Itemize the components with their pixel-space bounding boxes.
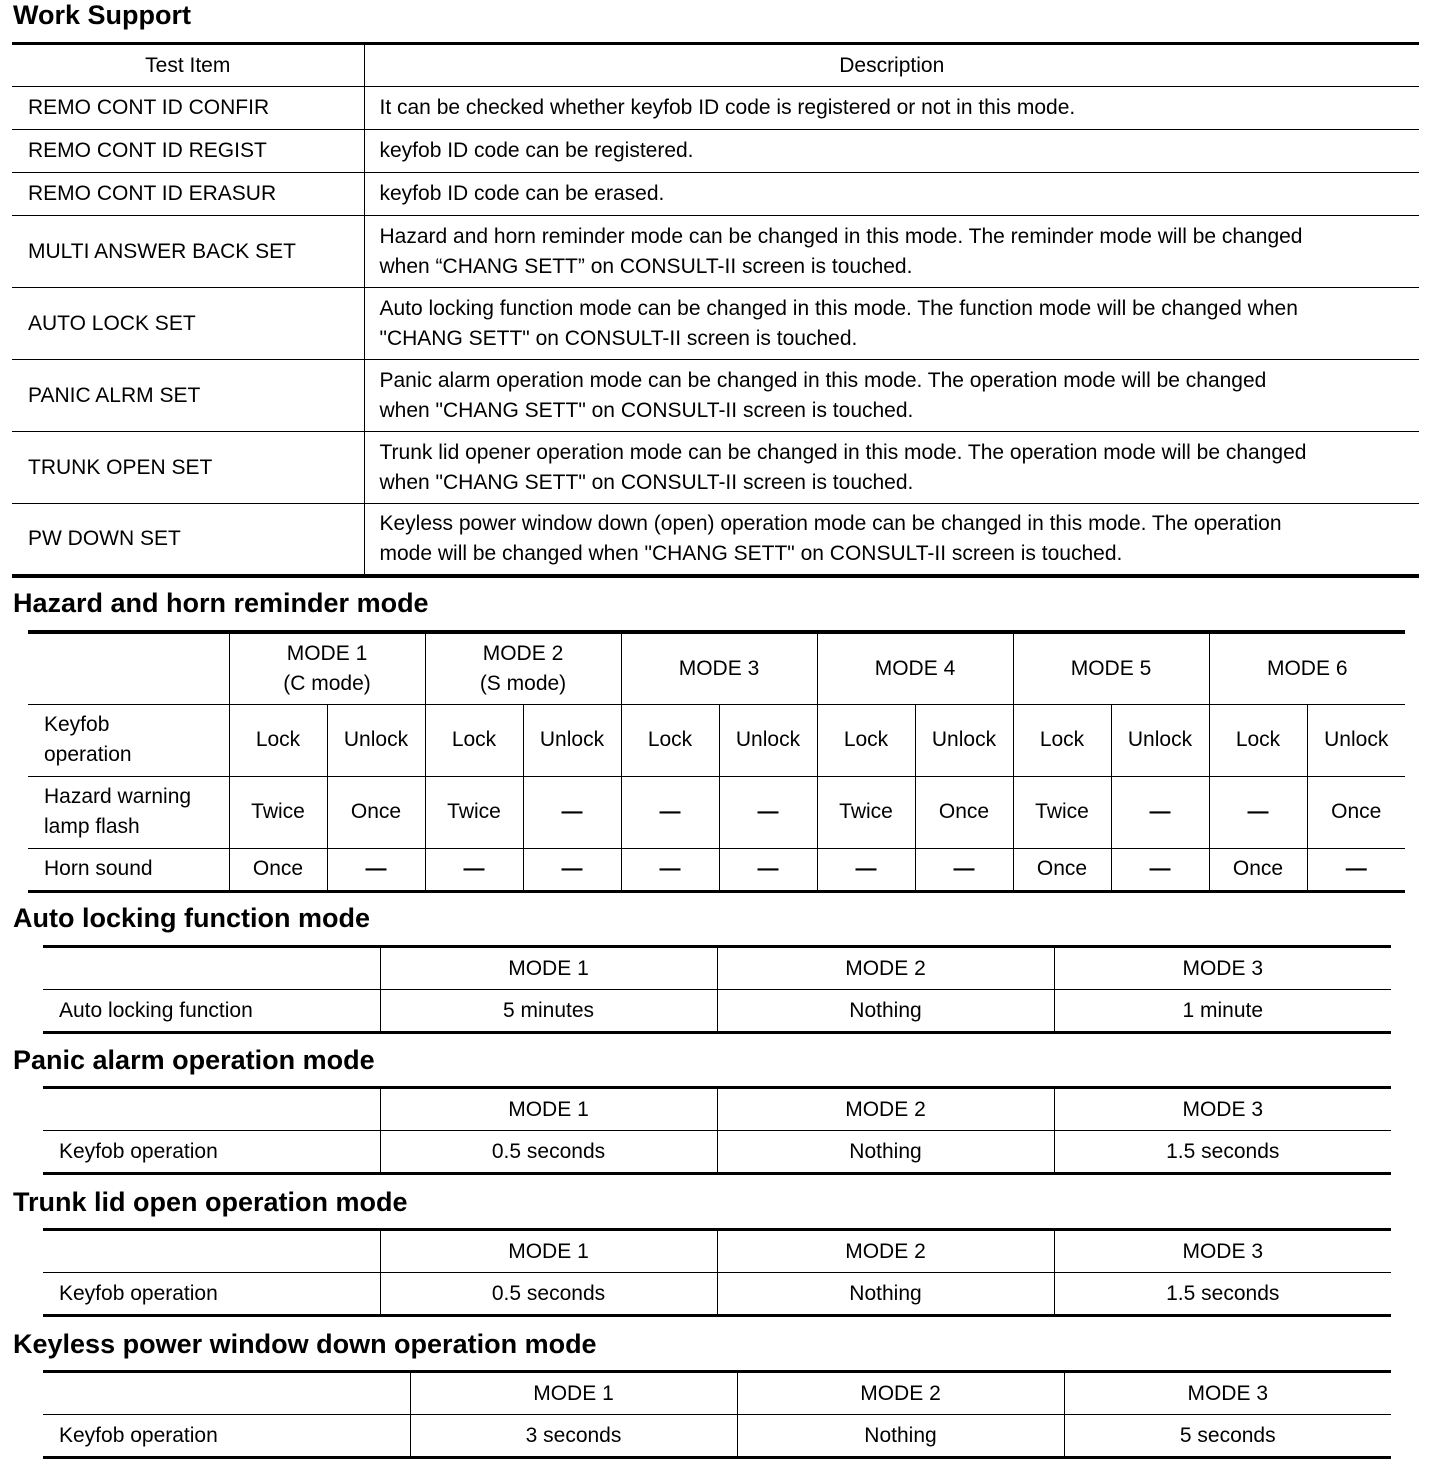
table-cell: — [1209, 776, 1307, 848]
table-cell: — [1111, 848, 1209, 891]
table-cell: — [719, 848, 817, 891]
table-cell: Nothing [717, 1131, 1054, 1174]
description-line: Auto locking function mode can be changed in this mode. The function mode will be changed when [379, 296, 1298, 320]
test-item: AUTO LOCK SET [12, 288, 364, 360]
description [364, 432, 1419, 504]
description [364, 504, 1419, 576]
table-cell: Nothing [717, 990, 1054, 1033]
panic-mode-title: Panic alarm operation mode [13, 1045, 375, 1075]
table-cell: 1.5 seconds [1054, 1131, 1391, 1174]
mode-header-row [28, 632, 1405, 704]
test-item: TRUNK OPEN SET [12, 432, 364, 504]
table-cell: Once [915, 776, 1013, 848]
mode-header: MODE 1 [410, 1372, 737, 1415]
table-cell: Nothing [717, 1273, 1054, 1316]
table-cell: Once [229, 848, 327, 891]
empty-corner [43, 1230, 380, 1273]
test-item: REMO CONT ID REGIST [12, 130, 364, 173]
header-test-item: Test Item [145, 53, 231, 77]
table-cell: — [425, 848, 523, 891]
description [364, 173, 1419, 216]
pw-down-mode-table [43, 1370, 1391, 1459]
row-label: Horn sound [28, 848, 229, 891]
row-label-line: Keyfob [44, 713, 110, 736]
mode-header: MODE 3 [1064, 1372, 1391, 1415]
table-cell: Unlock [327, 704, 425, 776]
table-cell: 1 minute [1054, 990, 1391, 1033]
mode-header-row [43, 947, 1391, 990]
table-cell: — [915, 848, 1013, 891]
table-cell: Lock [817, 704, 915, 776]
description-line: when "CHANG SETT" on CONSULT-II screen is touched. [379, 398, 914, 422]
row-label: Auto locking function [43, 990, 380, 1033]
description [364, 130, 1419, 173]
row-label [28, 704, 229, 776]
table-cell: — [719, 776, 817, 848]
mode-header-row [43, 1088, 1391, 1131]
table-cell: Once [1307, 776, 1405, 848]
table-row [28, 776, 1405, 848]
table-cell: Lock [1209, 704, 1307, 776]
empty-corner [28, 632, 229, 704]
empty-corner [43, 947, 380, 990]
description-line: mode will be changed when "CHANG SETT" on CONSULT-II screen is touched. [379, 541, 1123, 565]
mode-header: MODE 6 [1209, 632, 1405, 704]
table-cell: Unlock [523, 704, 621, 776]
mode-header: MODE 2 [717, 947, 1054, 990]
table-row [12, 504, 1419, 576]
table-cell: — [621, 776, 719, 848]
description-line: Keyless power window down (open) operation mode can be changed in this mode. The operation [379, 511, 1282, 535]
row-label: Keyfob operation [43, 1415, 410, 1458]
mode-sublabel: (C mode) [283, 671, 371, 695]
mode-header: MODE 5 [1013, 632, 1209, 704]
table-cell: — [1111, 776, 1209, 848]
test-item: PW DOWN SET [12, 504, 364, 576]
mode-header: MODE 2 [717, 1230, 1054, 1273]
table-cell: Lock [229, 704, 327, 776]
row-label [28, 776, 229, 848]
table-cell: Unlock [1111, 704, 1209, 776]
mode-header: MODE 4 [817, 632, 1013, 704]
table-row [12, 360, 1419, 432]
table-cell: Unlock [915, 704, 1013, 776]
description-line: Hazard and horn reminder mode can be changed in this mode. The reminder mode will be changed [379, 224, 1303, 248]
table-row [43, 1273, 1391, 1316]
table-cell: Twice [1013, 776, 1111, 848]
table-row [12, 432, 1419, 504]
row-label-line: lamp flash [44, 815, 140, 838]
table-cell: 1.5 seconds [1054, 1273, 1391, 1316]
table-header-row [12, 44, 1419, 87]
table-cell: Twice [229, 776, 327, 848]
table-cell: Once [1013, 848, 1111, 891]
table-row [12, 130, 1419, 173]
mode-header [425, 632, 621, 704]
mode-header: MODE 2 [717, 1088, 1054, 1131]
table-cell: 5 seconds [1064, 1415, 1391, 1458]
panic-mode-table [43, 1086, 1391, 1175]
empty-corner [43, 1372, 410, 1415]
description [364, 360, 1419, 432]
mode-header [229, 632, 425, 704]
mode-sublabel: (S mode) [479, 671, 567, 695]
table-cell: Twice [817, 776, 915, 848]
description-line: keyfob ID code can be registered. [379, 139, 694, 162]
mode-header: MODE 1 [380, 947, 717, 990]
table-cell: — [523, 776, 621, 848]
test-item: PANIC ALRM SET [12, 360, 364, 432]
table-cell: Lock [621, 704, 719, 776]
table-cell: — [817, 848, 915, 891]
mode-header: MODE 2 [737, 1372, 1064, 1415]
table-cell: — [523, 848, 621, 891]
hazard-mode-table [28, 630, 1405, 893]
description-line: keyfob ID code can be erased. [379, 182, 665, 205]
mode-header: MODE 3 [1054, 947, 1391, 990]
description-line: Panic alarm operation mode can be changed in this mode. The operation mode will be changed [379, 368, 1267, 392]
table-cell: — [327, 848, 425, 891]
table-cell: 0.5 seconds [380, 1273, 717, 1316]
table-cell: Once [1209, 848, 1307, 891]
description-line: It can be checked whether keyfob ID code is registered or not in this mode. [379, 96, 1076, 119]
header-description: Description [364, 44, 1419, 87]
work-support-title: Work Support [13, 0, 191, 30]
test-item: REMO CONT ID ERASUR [12, 173, 364, 216]
table-row [12, 288, 1419, 360]
mode-header: MODE 1 [380, 1088, 717, 1131]
mode-label: MODE 2 [482, 641, 564, 665]
table-cell: — [1307, 848, 1405, 891]
table-row [43, 990, 1391, 1033]
row-label: Keyfob operation [43, 1273, 380, 1316]
description-line: "CHANG SETT" on CONSULT-II screen is touched. [379, 326, 858, 350]
mode-header: MODE 3 [1054, 1230, 1391, 1273]
table-cell: Lock [1013, 704, 1111, 776]
auto-lock-mode-table [43, 945, 1391, 1034]
mode-label: MODE 1 [286, 641, 368, 665]
table-row [12, 216, 1419, 288]
table-cell: 0.5 seconds [380, 1131, 717, 1174]
table-cell: 3 seconds [410, 1415, 737, 1458]
work-support-table [12, 42, 1419, 578]
table-cell: Lock [425, 704, 523, 776]
row-label: Keyfob operation [43, 1131, 380, 1174]
mode-header: MODE 3 [1054, 1088, 1391, 1131]
pw-down-mode-title: Keyless power window down operation mode [13, 1329, 597, 1359]
empty-corner [43, 1088, 380, 1131]
mode-header-row [43, 1372, 1391, 1415]
description-line: when “CHANG SETT” on CONSULT-II screen is touched. [379, 254, 913, 278]
row-label-line: operation [44, 743, 132, 766]
table-row [28, 848, 1405, 891]
description [364, 288, 1419, 360]
table-cell: Unlock [1307, 704, 1405, 776]
row-label-line: Hazard warning [44, 785, 192, 808]
table-cell: Twice [425, 776, 523, 848]
table-row [43, 1415, 1391, 1458]
trunk-mode-table [43, 1228, 1391, 1317]
description-line: when "CHANG SETT" on CONSULT-II screen is touched. [379, 470, 914, 494]
table-cell: Once [327, 776, 425, 848]
auto-lock-mode-title: Auto locking function mode [13, 903, 370, 933]
table-row [43, 1131, 1391, 1174]
hazard-mode-title: Hazard and horn reminder mode [13, 588, 429, 618]
mode-header: MODE 1 [380, 1230, 717, 1273]
table-row [12, 87, 1419, 130]
test-item: MULTI ANSWER BACK SET [12, 216, 364, 288]
table-cell: — [621, 848, 719, 891]
table-cell: Unlock [719, 704, 817, 776]
table-cell: Nothing [737, 1415, 1064, 1458]
mode-header-row [43, 1230, 1391, 1273]
table-cell: 5 minutes [380, 990, 717, 1033]
table-row [12, 173, 1419, 216]
mode-header: MODE 3 [621, 632, 817, 704]
description-line: Trunk lid opener operation mode can be changed in this mode. The operation mode will be changed [379, 440, 1307, 464]
trunk-mode-title: Trunk lid open operation mode [13, 1187, 408, 1217]
test-item: REMO CONT ID CONFIR [12, 87, 364, 130]
description [364, 87, 1419, 130]
table-row [28, 704, 1405, 776]
description [364, 216, 1419, 288]
